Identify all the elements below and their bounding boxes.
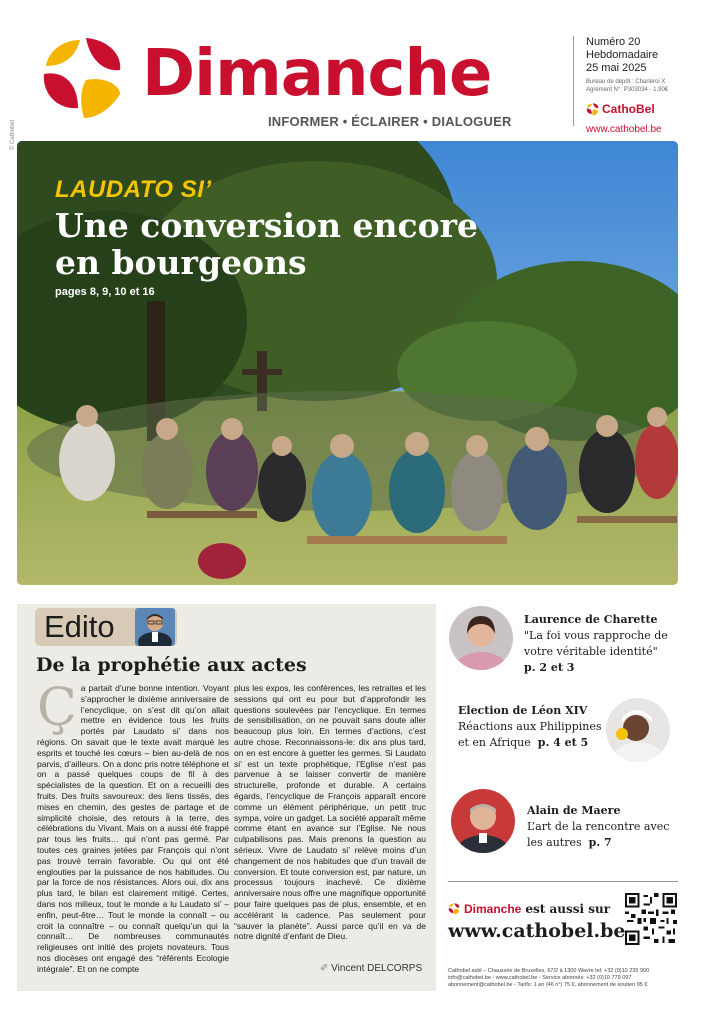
- edito-column-1: [37, 678, 229, 975]
- feature-3-photo: [451, 789, 515, 853]
- edito-column-2-text: plus les expos, les conférences, les retraites et les sessions qui ont eu pour but d’approfondir les questions soulevées par l’encyclique. En termes de sensibilisation, on ne pouvait sans doute aller beaucoup plus loin. En termes d’actions, c’est autre chose. Reconnaissons-le: dix ans plus tard, on en est encore à guetter les germes. Si Laudato si’ est un texte prophétique, l’Eglise n’est pas parvenue à se laisser convertir de manière structurelle, profonde et durable. A certains égards, l’encyclique de François apparaît encore comme un élément périphérique, un petit truc sympa, voire un gadget. La société apparaît même comme étant en avance sur l’Eglise. Ne nous culpabilisons pas. Mais prenons la question au sérieux. Vivre de Laudato si’ relève moins d’un changement de nos habitudes que d’un travail de conversion. Et toute conversion est, par nature, un processus toujours inachevé. Ce dixième anniversaire nous offre une magnifique opportunité pour faire quelques pas de plus, ensemble, et en accélérant la cadence. Pas seulement pour “sauver la planète”. Aussi parce qu’il en va de notre dignité d’enfant de Dieu.: [234, 683, 426, 942]
- feature-1[interactable]: [524, 612, 668, 676]
- edito-author-photo: [135, 608, 175, 646]
- feature-1-name: Laurence de Charette: [524, 613, 658, 626]
- hero-page-reference: pages 8, 9, 10 et 16: [55, 286, 155, 298]
- portrait-man-icon: [451, 789, 515, 853]
- promo-brand: Dimanche: [464, 902, 522, 916]
- feature-3[interactable]: [527, 803, 669, 851]
- feature-2-line-1: Réactions aux Philippines: [458, 720, 602, 733]
- issue-date: 25 mai 2025: [586, 62, 647, 74]
- hero-kicker: LAUDATO SI’: [55, 176, 212, 203]
- feature-2-pages: p. 4 et 5: [537, 736, 589, 749]
- promo-divider: [448, 881, 678, 882]
- feature-2-photo: [606, 698, 670, 762]
- feature-1-line-2: votre véritable identité": [524, 645, 658, 658]
- feature-3-name: Alain de Maere: [527, 804, 621, 817]
- feature-3-line-1: L’art de la rencontre avec: [527, 820, 670, 833]
- feature-3-line-2: les autres: [527, 836, 582, 849]
- masthead-title: Dimanche: [142, 37, 492, 111]
- issue-number: Numéro 20: [586, 36, 641, 48]
- pen-icon: ✐: [320, 963, 329, 974]
- feature-1-photo: [449, 606, 513, 670]
- signature-name: Vincent DELCORPS: [331, 963, 423, 974]
- promo-text: est aussi sur: [525, 902, 611, 916]
- feature-2-name: Election de Léon XIV: [458, 704, 588, 717]
- feature-2[interactable]: [458, 703, 602, 751]
- portrait-nun-icon: [606, 698, 670, 762]
- promo-url-link[interactable]: www.cathobel.be: [448, 920, 626, 942]
- feature-1-pages: p. 2 et 3: [524, 661, 575, 674]
- edito-tag-label: Edito: [44, 609, 115, 644]
- footer-line-2: info@cathobel.be - www.cathobel.be - Service abonnés: +32 (0)10 779 097: [448, 975, 632, 981]
- hero-headline[interactable]: Une conversion encore en bourgeons: [55, 206, 478, 282]
- masthead-website-link[interactable]: www.cathobel.be: [586, 124, 662, 135]
- edito-dropcap: Ç: [37, 678, 77, 738]
- cathobel-brand: [586, 102, 673, 116]
- cathobel-name: CathoBel: [602, 102, 655, 116]
- feature-2-line-2: et en Afrique: [458, 736, 531, 749]
- issue-frequency: Hebdomadaire: [586, 49, 659, 61]
- footer-line-1: Cathobel asbl – Chaussée de Bruxelles, 67/2 à 1300 Wavre tel: +32 (0)10 235 900: [448, 968, 650, 974]
- portrait-woman-icon: [449, 606, 513, 670]
- author-portrait-icon: [135, 608, 175, 646]
- photo-credit: © Cathobel: [10, 119, 16, 150]
- edito-column-1-text: a partait d’une bonne intention. Voyant s’approcher le dixième anniversaire de l’encyclique, on s’est dit qu’on allait mettre en évidence tous les fruits portés par Laudato si’ dans nos régions. On savait que le texte avait marqué les esprits et touché les cœurs – bien au-delà de nos parvis, d’ailleurs. On a donc pris notre téléphone et on a passé quelques coups de fil à des spécialistes de la question. Et on a recueilli des fruits. Des fruits savoureux: des liens tissés, des mises en chemin, des gestes de partage et de simplicité choisie, des retours à la terre, des célébrations du Vivant. Mais on a aussi été frappé par tous les fruits… qui n’ont pas germé. Par toutes ces graines jetées par François qui n’ont pas trouvé terrain favorable. Ou qui ont été englouties par la puissance de nos habitudes. Ou par la force de nos résistances. Alors oui, dix ans plus tard, le bilan est clairement mitigé. Certes, dans nos milieux, tout le monde a lu Laudato si’ – enfin, peut-être… Tout le monde la connaît – ou croit la connaître – ou connaît quelqu’un qui la connaît… De nombreuses communautés religieuses ont initié des projets novateurs. Tous nos diocèses ont engagé des “référents Ecologie intégrale”. Et on ne compte: [37, 683, 229, 974]
- issue-bureau: Bureau de dépôt : Charleroi X: [586, 79, 666, 85]
- feature-3-pages: p. 7: [588, 836, 612, 849]
- footer-info: [448, 968, 680, 989]
- masthead-tagline: INFORMER • ÉCLAIRER • DIALOGUER: [268, 114, 512, 129]
- edito-column-2: [234, 683, 426, 942]
- dimanche-logo-icon: [40, 36, 124, 122]
- footer-line-3: abonnement@cathobel.be - Tarifs: 1 an (46 n°) 75 €, abonnement de soutien 95 €: [448, 982, 648, 988]
- issue-agreement: Agrément N°: P303034 - 1,90€: [586, 87, 669, 93]
- issue-info: [573, 36, 673, 135]
- cathobel-logo-icon: [586, 103, 599, 116]
- dimanche-small-logo-icon: [448, 903, 460, 915]
- edito-title[interactable]: De la prophétie aux actes: [36, 654, 307, 676]
- qr-code-icon[interactable]: [625, 893, 677, 945]
- feature-1-line-1: "La foi vous rapproche de: [524, 629, 668, 642]
- edito-signature: [320, 963, 422, 974]
- promo-label: [448, 902, 610, 916]
